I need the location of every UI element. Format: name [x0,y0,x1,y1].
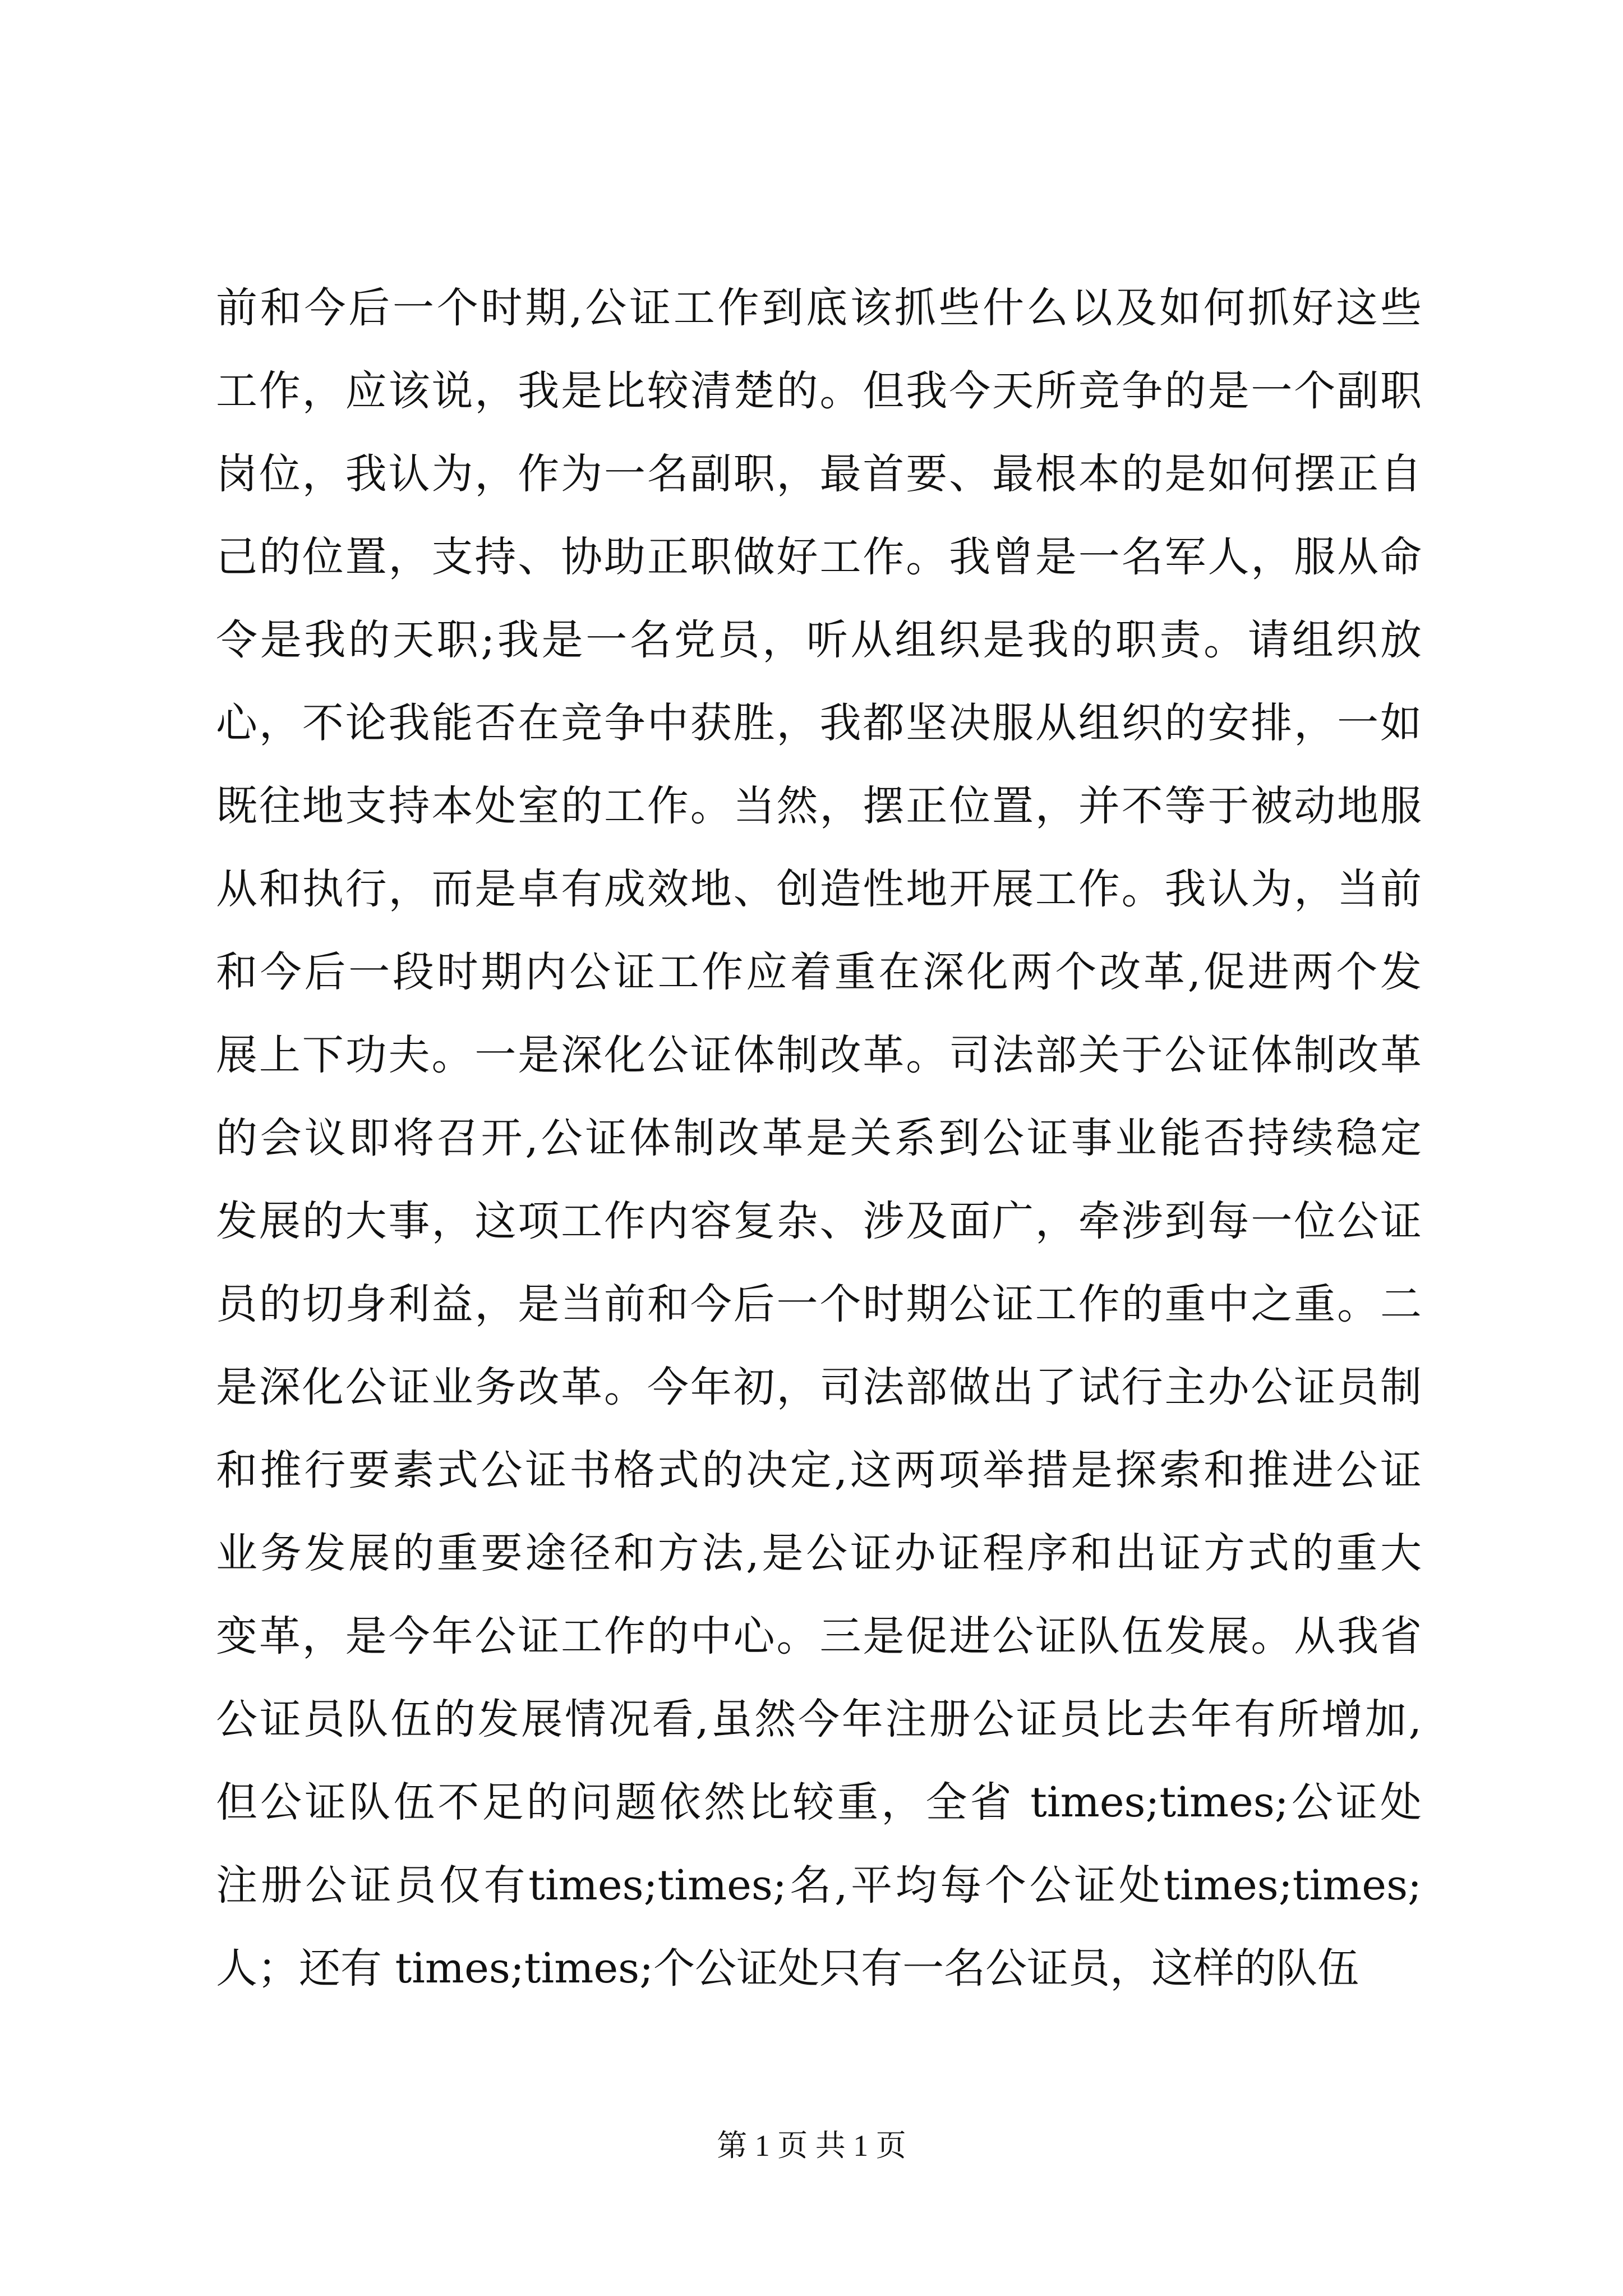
page-footer: 第 1 页 共 1 页 [717,2129,906,2162]
text-line: 展上下功夫。一是深化公证体制改革。司法部关于公证体制改革 [216,1031,1422,1079]
text-line: 人；还有 times;times;个公证处只有一名公证员，这样的队伍 [216,1944,1359,1993]
document-body [216,266,1422,2010]
text-line: 变革，是今年公证工作的中心。三是促进公证队伍发展。从我省 [216,1612,1422,1660]
text-line: 注册公证员仅有times;times;名,平均每个公证处times;times; [216,1861,1422,1910]
text-line: 和今后一段时期内公证工作应着重在深化两个改革,促进两个发 [216,948,1422,996]
text-line: 的会议即将召开,公证体制改革是关系到公证事业能否持续稳定 [216,1114,1422,1162]
text-line: 既往地支持本处室的工作。当然，摆正位置，并不等于被动地服 [216,782,1422,830]
text-line: 和推行要素式公证书格式的决定,这两项举措是探索和推进公证 [216,1446,1422,1494]
text-line: 是深化公证业务改革。今年初，司法部做出了试行主办公证员制 [216,1363,1422,1411]
text-line: 前和今后一个时期,公证工作到底该抓些什么以及如何抓好这些 [216,284,1422,332]
text-line: 令是我的天职;我是一名党员，听从组织是我的职责。请组织放 [216,616,1422,664]
text-line: 工作，应该说，我是比较清楚的。但我今天所竞争的是一个副职 [216,367,1422,415]
text-line: 心，不论我能否在竞争中获胜，我都坚决服从组织的安排，一如 [216,699,1422,747]
text-line: 从和执行，而是卓有成效地、创造性地开展工作。我认为，当前 [216,865,1422,913]
text-line: 业务发展的重要途径和方法,是公证办证程序和出证方式的重大 [216,1529,1422,1577]
text-line: 公证员队伍的发展情况看,虽然今年注册公证员比去年有所增加, [216,1695,1422,1743]
text-line: 己的位置，支持、协助正职做好工作。我曾是一名军人，服从命 [216,533,1422,581]
text-line: 员的切身利益，是当前和今后一个时期公证工作的重中之重。二 [216,1280,1422,1328]
text-line: 岗位，我认为，作为一名副职，最首要、最根本的是如何摆正自 [216,450,1422,498]
text-line: 但公证队伍不足的问题依然比较重，全省 times;times;公证处 [216,1778,1422,1826]
text-line: 发展的大事，这项工作内容复杂、涉及面广，牵涉到每一位公证 [216,1197,1422,1245]
